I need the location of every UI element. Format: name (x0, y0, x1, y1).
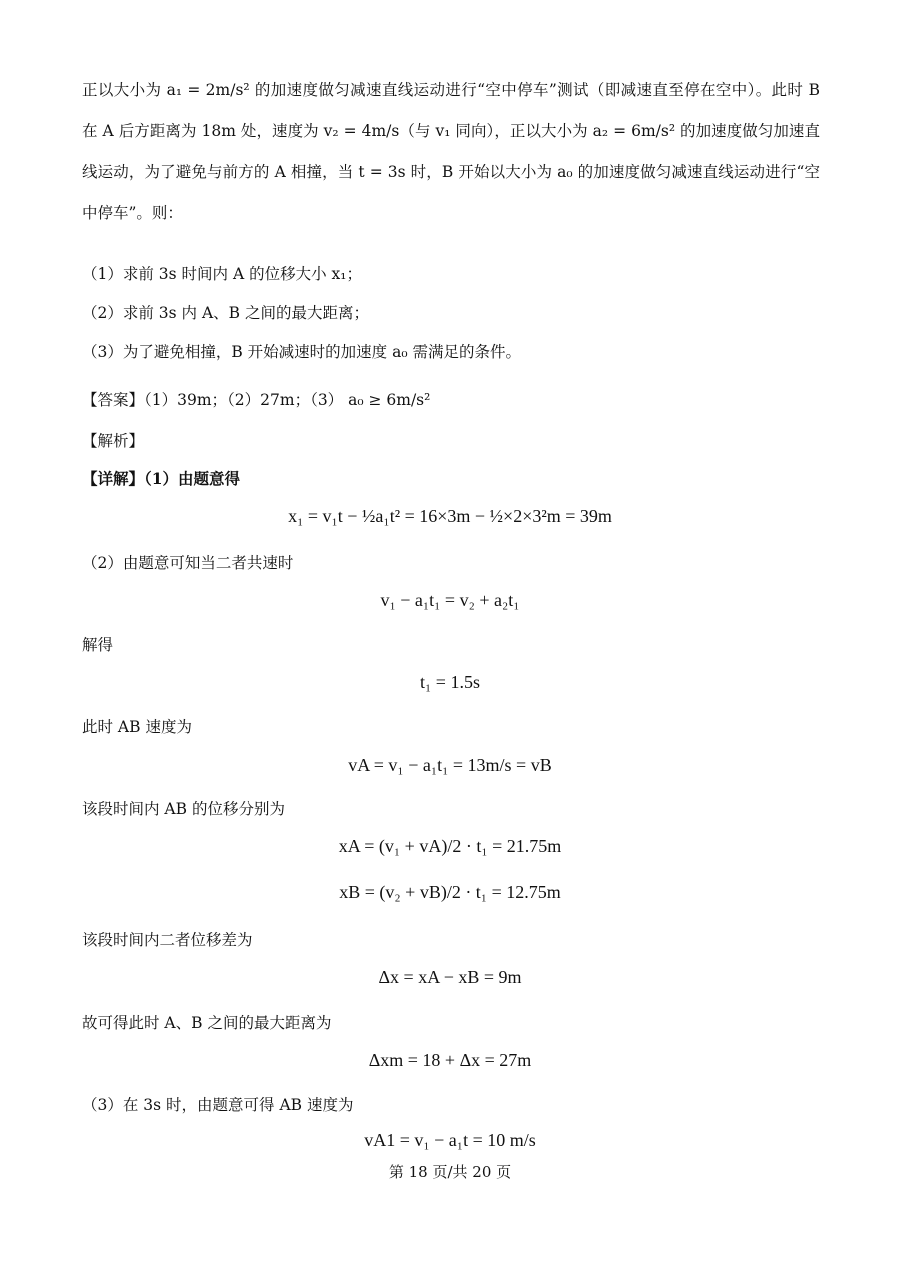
equation-8: Δxm = 18 + Δx = 27m (368, 1050, 532, 1070)
equation-2: v₁ − a₁t₁ = v₂ + a₂t₁ (380, 590, 520, 610)
step-4-text: 该段时间内 AB 的位移分别为 (82, 800, 285, 818)
step-5-text: 该段时间内二者位移差为 (82, 931, 253, 949)
problem-paragraph: 正以大小为 a₁ = 2m/s² 的加速度做匀减速直线运动进行“空中停车”测试（即减速直至停在空中）。此时 B 在 A 后方距离为 18m 处，速度为 v₂ = 4m/s（与 v₁ 同向），正以大小为 a₂ = 6m/s² 的加速度做匀加速直线运动，为了避免与前方的 A 相撞，当 t = 3s 时，B 开始以大小为 a₀ 的加速度做匀减速直线运动进行“空中停车”。则： (82, 81, 820, 222)
detail-label: 【详解】（1）由题意得 (82, 469, 241, 488)
equation-6: xB = (v₂ + vB)/2 · t₁ = 12.75m (339, 882, 561, 902)
equation-1: x₁ = v₁t − ½a₁t² = 16×3m − ½×2×3²m = 39m (288, 506, 612, 526)
equation-4: vA = v₁ − a₁t₁ = 13m/s = vB (348, 755, 552, 775)
step-2-text: （2）由题意可知当二者共速时 (82, 554, 294, 572)
equation-5: xA = (v₁ + vA)/2 · t₁ = 21.75m (338, 836, 562, 856)
analysis-label: 【解析】 (82, 432, 145, 450)
answer: 【答案】（1）39m；（2）27m；（3） a₀ ≥ 6m/s² (82, 391, 431, 409)
page-footer: 第 18 页/共 20 页 (388, 1163, 512, 1181)
question-3: （3）为了避免相撞，B 开始减速时的加速度 a₀ 需满足的条件。 (82, 343, 521, 361)
step-6-text: 故可得此时 A、B 之间的最大距离为 (82, 1014, 332, 1032)
equation-9: vA1 = v₁ − a₁t = 10 m/s (364, 1130, 536, 1150)
question-1: （1）求前 3s 时间内 A 的位移大小 x₁； (82, 265, 362, 283)
step-7-text: （3）在 3s 时，由题意可得 AB 速度为 (82, 1096, 354, 1114)
solve-text: 解得 (82, 636, 114, 654)
step-3-text: 此时 AB 速度为 (82, 718, 192, 736)
question-2: （2）求前 3s 内 A、B 之间的最大距离； (82, 304, 369, 322)
equation-7: Δx = xA − xB = 9m (378, 967, 522, 987)
equation-3: t₁ = 1.5s (420, 672, 480, 692)
